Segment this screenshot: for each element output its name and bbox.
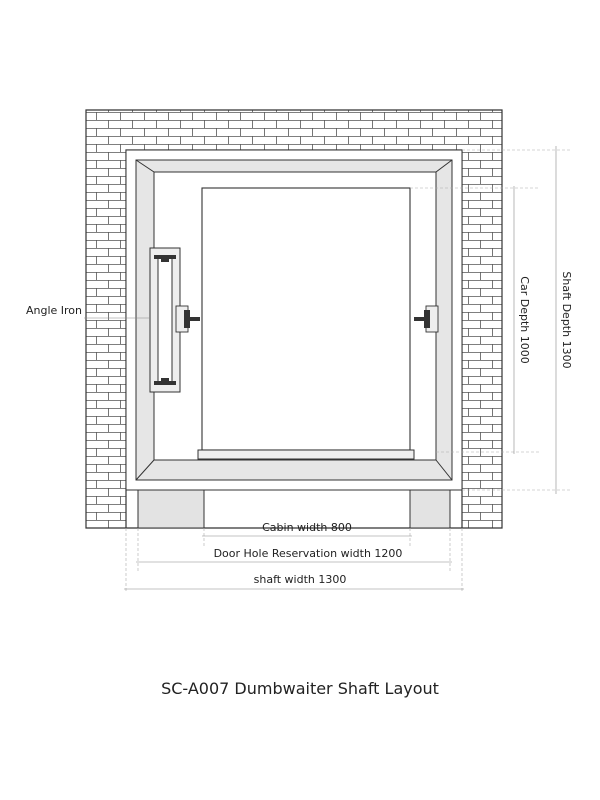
drawing-title: SC-A007 Dumbwaiter Shaft Layout — [161, 679, 439, 698]
counterweight-assembly — [150, 248, 180, 392]
cabin-width-label: Cabin width 800 — [262, 521, 352, 534]
car-cabin — [202, 188, 410, 450]
car-depth-label: Car Depth 1000 — [518, 276, 531, 364]
front-wall-right — [410, 490, 450, 528]
shaft-width-label: shaft width 1300 — [253, 573, 347, 586]
door-hole-width-label: Door Hole Reservation width 1200 — [213, 547, 403, 560]
car-sill — [198, 450, 414, 459]
shaft-depth-label: Shaft Depth 1300 — [560, 271, 573, 369]
front-wall-left — [138, 490, 204, 528]
angle-iron-label: Angle Iron — [25, 304, 82, 317]
